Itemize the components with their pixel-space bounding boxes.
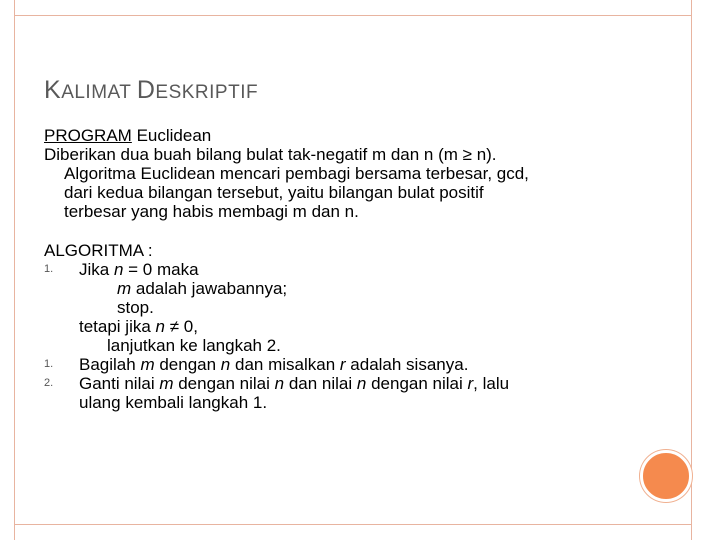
step-2-number: 1.: [44, 358, 54, 370]
slide-body: [44, 126, 664, 412]
title-rest-1: ALIMAT: [61, 82, 137, 103]
program-line: [44, 126, 664, 145]
accent-circle-icon: [640, 450, 692, 502]
title-rest-2: ESKRIPTIF: [155, 82, 259, 103]
step-3: 2. Ganti nilai m dengan nilai n dan nilai n dengan nilai r, lalu: [44, 374, 510, 393]
slide-title: [44, 76, 258, 105]
step-3-number: 2.: [44, 377, 54, 389]
step-1: 1. Jika n = 0 maka: [44, 260, 199, 279]
step-1-line-2: m adalah jawabannya;: [117, 279, 288, 298]
slide-frame-top: [14, 0, 692, 16]
title-cap-2: D: [136, 76, 156, 104]
description-line-4: terbesar yang habis membagi m dan n.: [64, 202, 359, 221]
slide-frame-bottom: [14, 524, 692, 540]
title-cap-1: K: [44, 76, 62, 104]
step-2: 1. Bagilah m dengan n dan misalkan r adalah sisanya.: [44, 355, 469, 374]
step-1-number: 1.: [44, 263, 54, 275]
step-1-else: tetapi jika n ≠ 0,: [79, 317, 198, 336]
step-3-line-2: ulang kembali langkah 1.: [79, 393, 268, 412]
description-line-1: Diberikan dua buah bilang bulat tak-negatif m dan n (m ≥ n).: [44, 145, 497, 164]
step-1-goto: lanjutkan ke langkah 2.: [107, 336, 281, 355]
algorithm-heading: ALGORITMA :: [44, 241, 153, 260]
program-name: Euclidean: [131, 126, 212, 145]
program-keyword: PROGRAM: [44, 126, 132, 145]
step-1-stop: stop.: [117, 298, 154, 317]
description-line-2: Algoritma Euclidean mencari pembagi bersama terbesar, gcd,: [64, 164, 529, 183]
description-line-3: dari kedua bilangan tersebut, yaitu bilangan bulat positif: [64, 183, 484, 202]
